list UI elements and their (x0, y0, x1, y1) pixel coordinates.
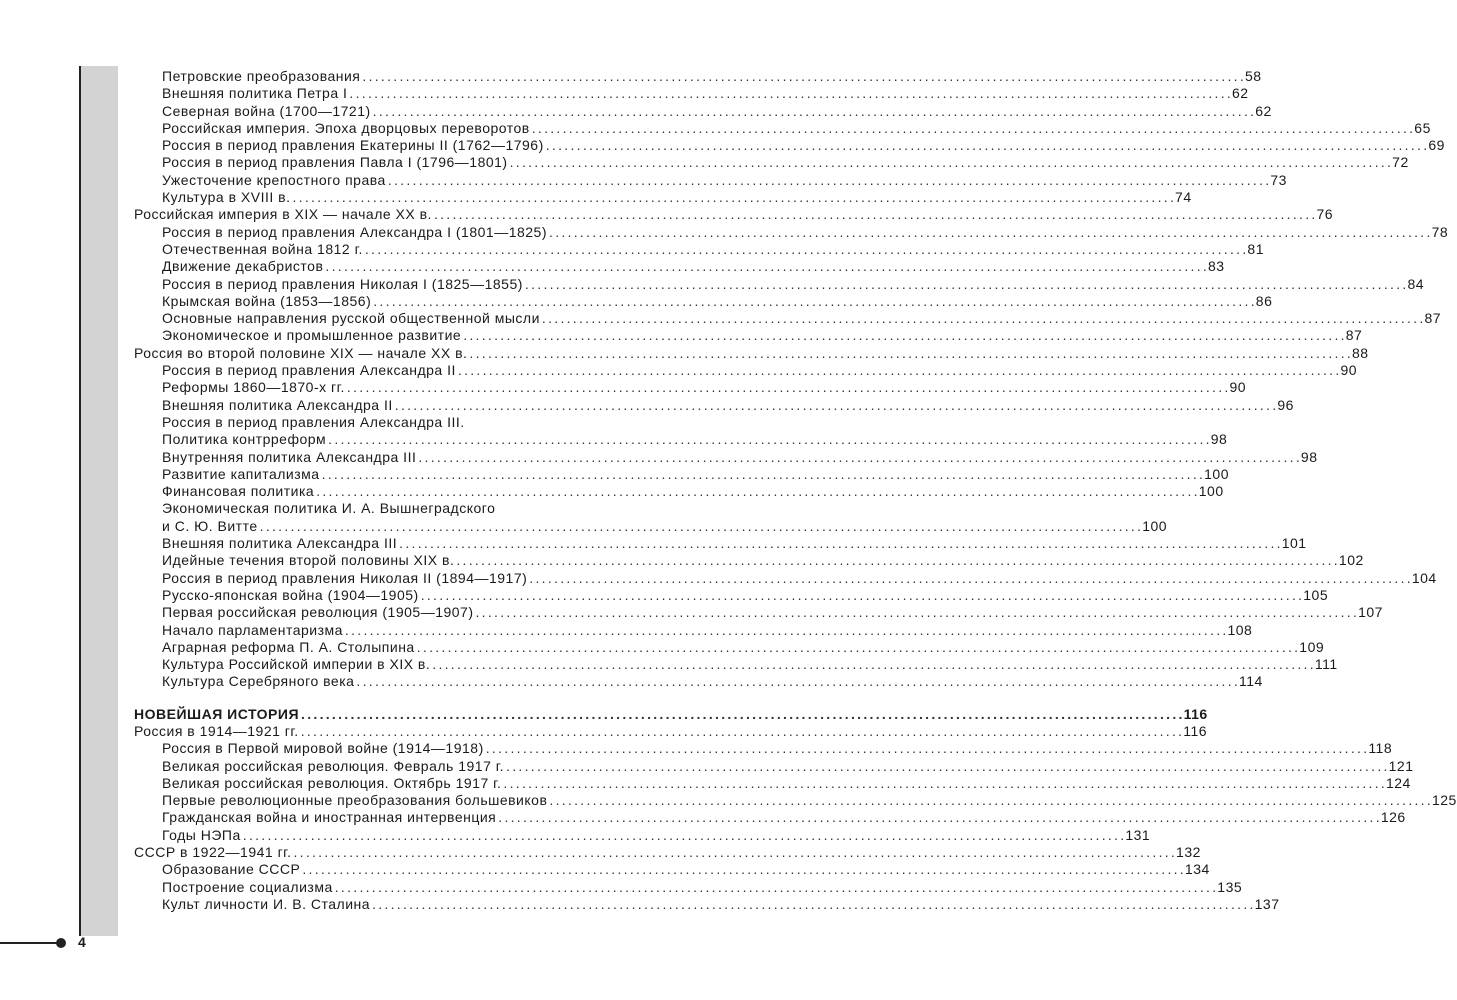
toc-entry-page: 109 (1299, 638, 1325, 655)
toc-entry (134, 327, 1363, 344)
toc-leader-dots (546, 137, 1427, 154)
toc-entry-title: Внутренняя политика Александра III (162, 448, 417, 465)
toc-entry-page: 105 (1303, 586, 1329, 603)
toc-leader-dots (456, 552, 1337, 569)
toc-entry-page: 81 (1247, 240, 1264, 257)
toc-entry-title: СССР в 1922—1941 гг. (134, 844, 292, 861)
toc-entry-title: Северная война (1700—1721) (162, 102, 371, 119)
toc-entry-page: 88 (1351, 344, 1369, 361)
toc-entry-page: 116 (1183, 722, 1208, 739)
toc-entry (134, 465, 1229, 483)
toc-entry (134, 292, 1273, 310)
toc-entry-title: Петровские преобразования (162, 68, 361, 84)
toc-leader-dots (292, 189, 1173, 206)
toc-entry (134, 85, 1249, 102)
toc-entry-title: Аграрная реформа П. А. Столыпина (162, 638, 415, 655)
toc-entry-title: Ужесточение крепостного права (162, 171, 386, 188)
toc-entry-page: 131 (1125, 826, 1151, 843)
toc-leader-dots (260, 518, 1141, 535)
toc-entry (134, 189, 1192, 206)
toc-entry (134, 878, 1243, 896)
toc-entry-page: 107 (1358, 604, 1383, 621)
toc-entry (134, 102, 1272, 120)
toc-leader-dots (463, 327, 1344, 344)
toc-entry-title: НОВЕЙШАЯ ИСТОРИЯ (134, 705, 300, 722)
toc-leader-dots (243, 827, 1124, 844)
toc-leader-dots (325, 258, 1206, 275)
toc-entry-page: 90 (1340, 362, 1358, 379)
toc-entry-title: Внешняя политика Петра I (162, 85, 348, 102)
toc-entry-title: Экономическая политика И. А. Вышнеградского (162, 500, 496, 517)
toc-leader-dots (417, 639, 1298, 656)
toc-leader-dots (316, 483, 1197, 500)
toc-leader-dots (498, 809, 1379, 826)
toc-entry (134, 844, 1201, 861)
toc-entry-title: Построение социализма (162, 878, 333, 895)
toc-leader-dots (549, 224, 1430, 241)
footer-rule (0, 942, 58, 944)
toc-leader-dots (293, 844, 1174, 861)
toc-entry-page: 108 (1227, 621, 1253, 638)
toc-entry (134, 171, 1287, 189)
toc-entry-title: Россия в период правления Николая I (1825—1855) (162, 275, 523, 292)
table-of-contents (134, 68, 1457, 913)
toc-entry (134, 414, 730, 431)
toc-leader-dots (365, 241, 1246, 258)
toc-leader-dots (399, 535, 1280, 552)
toc-entry (134, 240, 1264, 258)
toc-entry-title: Российская империя. Эпоха дворцовых переворотов (162, 119, 530, 136)
toc-entry (134, 137, 1445, 154)
toc-entry-title: Первые революционные преобразования большевиков (162, 792, 548, 809)
toc-entry (134, 638, 1325, 656)
toc-entry-page: 90 (1229, 379, 1247, 396)
toc-entry-page: 126 (1380, 809, 1406, 826)
toc-leader-dots (510, 154, 1391, 171)
toc-entry-title: Образование СССР (162, 861, 301, 878)
toc-leader-dots (335, 879, 1216, 896)
toc-entry (134, 310, 1442, 327)
toc-entry (134, 722, 1208, 740)
toc-leader-dots (421, 587, 1302, 604)
toc-entry-page: 125 (1431, 792, 1457, 809)
toc-entry-page: 124 (1385, 774, 1411, 791)
toc-entry-page: 86 (1255, 292, 1273, 309)
toc-entry-page: 78 (1431, 223, 1449, 240)
toc-entry-title: Начало парламентаризма (162, 621, 343, 638)
toc-entry-page: 62 (1255, 102, 1272, 119)
toc-leader-dots (469, 345, 1350, 362)
toc-entry (134, 691, 730, 706)
toc-entry-title: Россия в период правления Александра I (1801—1825) (162, 223, 548, 240)
toc-entry-title: Россия в период правления Павла I (1796—1801) (162, 154, 508, 171)
toc-entry-title: Россия в период правления Николая II (1894—1917) (162, 569, 528, 586)
toc-leader-dots (356, 673, 1237, 690)
toc-entry-page: 121 (1388, 757, 1414, 774)
toc-entry (134, 673, 1263, 690)
toc-leader-dots (529, 570, 1410, 587)
toc-entry-page: 100 (1142, 517, 1168, 534)
toc-entry (134, 379, 1247, 396)
toc-entry (134, 895, 1280, 913)
toc-entry-title: Финансовая политика (162, 483, 315, 500)
toc-entry (134, 826, 1151, 844)
toc-entry-page: 72 (1392, 154, 1409, 171)
toc-entry-title: Экономическое и промышленное развитие (162, 327, 462, 344)
toc-entry-page: 62 (1231, 85, 1249, 102)
toc-entry (134, 861, 1210, 878)
toc-entry-page: 83 (1207, 258, 1225, 275)
toc-leader-dots (362, 68, 1243, 85)
toc-entry-page: 58 (1244, 68, 1262, 84)
toc-entry (134, 431, 1228, 448)
toc-entry-page: 102 (1338, 552, 1364, 569)
toc-leader-dots (549, 792, 1430, 809)
toc-leader-dots (373, 103, 1254, 120)
toc-entry-page: 74 (1175, 189, 1192, 206)
toc-entry-title: Российская империя в XIX — начале XX в. (134, 206, 432, 223)
toc-entry-title: Россия в 1914—1921 гг. (134, 722, 299, 739)
toc-entry-page: 69 (1428, 137, 1445, 154)
toc-leader-dots (388, 172, 1269, 189)
toc-leader-dots (301, 723, 1182, 740)
toc-entry-title: Россия в Первой мировой войне (1914—1918) (162, 740, 484, 757)
toc-entry (134, 809, 1406, 826)
toc-entry-title: Культ личности И. В. Сталина (162, 895, 371, 912)
toc-entry-page: 104 (1411, 569, 1437, 586)
toc-leader-dots (301, 706, 1182, 723)
toc-entry-page: 137 (1254, 895, 1280, 912)
toc-entry (134, 757, 1414, 775)
toc-entry-title: Великая российская революция. Октябрь 1917 г. (162, 774, 502, 791)
toc-entry-title: и С. Ю. Витте (162, 517, 258, 534)
toc-leader-dots (503, 775, 1384, 792)
toc-leader-dots (486, 740, 1367, 757)
margin-band (81, 66, 118, 936)
toc-leader-dots (418, 449, 1299, 466)
toc-entry (134, 154, 1409, 171)
toc-entry (134, 275, 1425, 293)
toc-leader-dots (302, 861, 1183, 878)
toc-entry (134, 500, 730, 517)
toc-leader-dots (345, 622, 1226, 639)
toc-entry-title: Идейные течения второй половины XIX в. (162, 552, 455, 569)
toc-entry (134, 774, 1411, 792)
toc-entry-page: 100 (1204, 465, 1229, 482)
toc-entry (134, 621, 1253, 639)
toc-entry-page: 132 (1176, 844, 1201, 861)
toc-leader-dots (476, 604, 1357, 621)
toc-entry-page: 84 (1407, 275, 1425, 292)
toc-entry-page: 116 (1183, 705, 1208, 722)
toc-entry-page: 73 (1270, 171, 1287, 188)
toc-entry-title: Россия во второй половине XIX — начале XX в. (134, 344, 468, 361)
toc-entry-title: Реформы 1860—1870-х гг. (162, 379, 345, 396)
toc-entry (134, 483, 1224, 500)
toc-entry-title: Русско-японская война (1904—1905) (162, 586, 419, 603)
toc-entry-page: 65 (1414, 119, 1431, 136)
toc-leader-dots (395, 397, 1276, 414)
toc-entry-title: Россия в период правления Александра II (162, 362, 456, 379)
toc-entry-page: 114 (1238, 673, 1263, 690)
toc-entry (134, 740, 1393, 757)
toc-entry-title: Крымская война (1853—1856) (162, 292, 372, 309)
toc-entry (134, 792, 1457, 809)
toc-leader-dots (328, 431, 1209, 448)
toc-entry (134, 569, 1437, 587)
toc-leader-dots (373, 293, 1254, 310)
toc-entry-title: Отечественная война 1812 г. (162, 240, 363, 257)
footer-bullet (56, 938, 66, 948)
toc-entry (134, 396, 1294, 414)
toc-entry-title: Годы НЭПа (162, 826, 241, 843)
toc-leader-dots (458, 362, 1339, 379)
toc-entry (134, 206, 1334, 223)
page-number: 4 (78, 934, 86, 950)
toc-entry-page: 118 (1368, 740, 1393, 757)
toc-entry (134, 552, 1364, 569)
toc-entry (134, 535, 1307, 552)
toc-entry-title: Россия в период правления Александра III. (162, 413, 465, 430)
toc-entry (134, 362, 1358, 379)
toc-leader-dots (347, 379, 1228, 396)
toc-leader-dots (525, 276, 1406, 293)
toc-leader-dots (532, 120, 1413, 137)
toc-entry-title: Гражданская война и иностранная интервенция (162, 809, 497, 826)
toc-leader-dots (349, 85, 1230, 102)
toc-leader-dots (542, 310, 1423, 327)
toc-entry (134, 586, 1329, 604)
toc-entry-title: Движение декабристов (162, 258, 324, 275)
toc-entry-page: 111 (1314, 656, 1338, 673)
toc-entry (134, 705, 1208, 723)
toc-entry-page: 98 (1210, 431, 1228, 448)
toc-entry-page: 101 (1281, 535, 1307, 552)
toc-entry (134, 344, 1369, 362)
toc-entry (134, 119, 1431, 137)
toc-entry (134, 517, 1168, 535)
toc-leader-dots (506, 758, 1387, 775)
toc-entry (134, 258, 1225, 275)
toc-entry-page: 100 (1198, 483, 1224, 500)
toc-entry-page: 76 (1316, 206, 1334, 223)
toc-entry-page: 96 (1277, 396, 1294, 413)
toc-entry-page: 87 (1424, 310, 1442, 327)
toc-entry-title: Культура Российской империи в XIX в. (162, 656, 431, 673)
toc-leader-dots (434, 206, 1315, 223)
toc-entry-page: 98 (1300, 448, 1318, 465)
toc-leader-dots (372, 896, 1253, 913)
toc-entry (134, 223, 1449, 241)
toc-entry (134, 604, 1383, 621)
toc-entry-page: 135 (1217, 878, 1243, 895)
toc-leader-dots (432, 656, 1313, 673)
toc-entry-title: Основные направления русской общественной мысли (162, 310, 540, 327)
toc-entry-title: Внешняя политика Александра II (162, 396, 393, 413)
toc-entry-title: Культура в XVIII в. (162, 189, 291, 206)
toc-entry (134, 656, 1338, 673)
toc-entry-title: Политика контрреформ (162, 431, 327, 448)
toc-entry (134, 448, 1318, 466)
toc-entry-page: 134 (1184, 861, 1210, 878)
toc-entry-title: Развитие капитализма (162, 465, 320, 482)
toc-leader-dots (322, 466, 1203, 483)
toc-entry (134, 68, 1262, 85)
toc-entry-page: 87 (1345, 327, 1363, 344)
toc-entry-title: Внешняя политика Александра III (162, 535, 398, 552)
toc-entry-title: Россия в период правления Екатерины II (1762—1796) (162, 137, 544, 154)
toc-entry-title: Великая российская революция. Февраль 1917 г. (162, 757, 505, 774)
toc-entry-title: Первая российская революция (1905—1907) (162, 604, 474, 621)
toc-entry-title: Культура Серебряного века (162, 673, 355, 690)
